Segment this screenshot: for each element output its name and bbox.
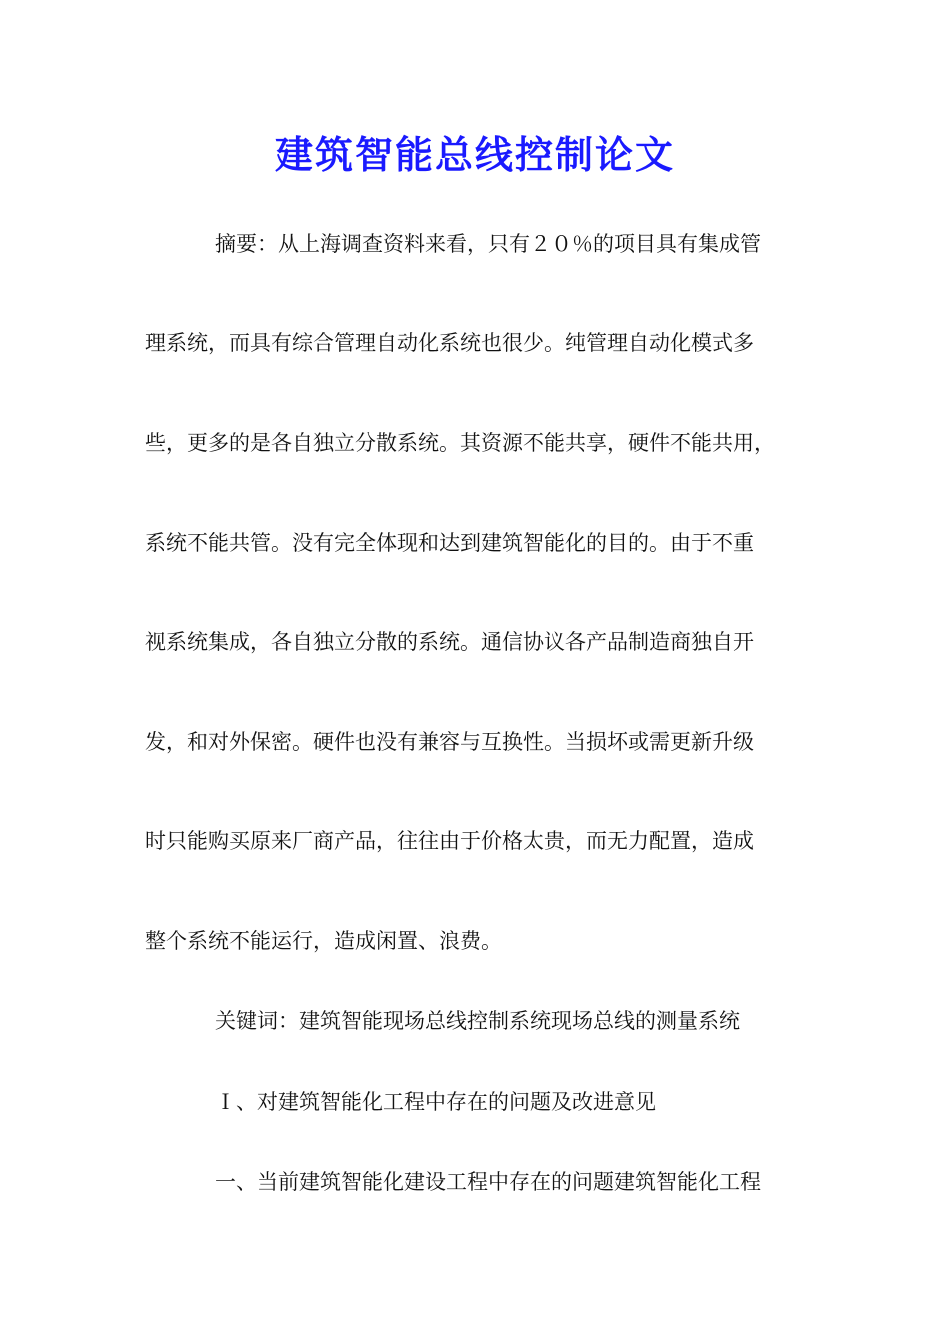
abstract-line-2: 理系统，而具有综合管理自动化系统也很少。纯管理自动化模式多 xyxy=(145,331,754,355)
abstract-line-5: 视系统集成，各自独立分散的系统。通信协议各产品制造商独自开 xyxy=(145,630,754,654)
section-heading: Ｉ、对建筑智能化工程中存在的问题及改进意见 xyxy=(215,1090,656,1114)
document-title: 建筑智能总线控制论文 xyxy=(274,132,675,177)
keywords-line: 关键词：建筑智能现场总线控制系统现场总线的测量系统 xyxy=(215,1009,740,1033)
abstract-line-1: 摘要：从上海调查资料来看，只有２０％的项目具有集成管 xyxy=(215,232,761,256)
abstract-line-7: 时只能购买原来厂商产品，往往由于价格太贵，而无力配置，造成 xyxy=(145,829,754,853)
abstract-line-8: 整个系统不能运行，造成闲置、浪费。 xyxy=(145,929,502,953)
abstract-line-3: 些，更多的是各自独立分散系统。其资源不能共享，硬件不能共用， xyxy=(145,431,775,455)
abstract-line-6: 发，和对外保密。硬件也没有兼容与互换性。当损坏或需更新升级 xyxy=(145,730,754,754)
subsection-line: 一、当前建筑智能化建设工程中存在的问题建筑智能化工程 xyxy=(215,1170,761,1194)
abstract-line-4: 系统不能共管。没有完全体现和达到建筑智能化的目的。由于不重 xyxy=(145,531,754,555)
